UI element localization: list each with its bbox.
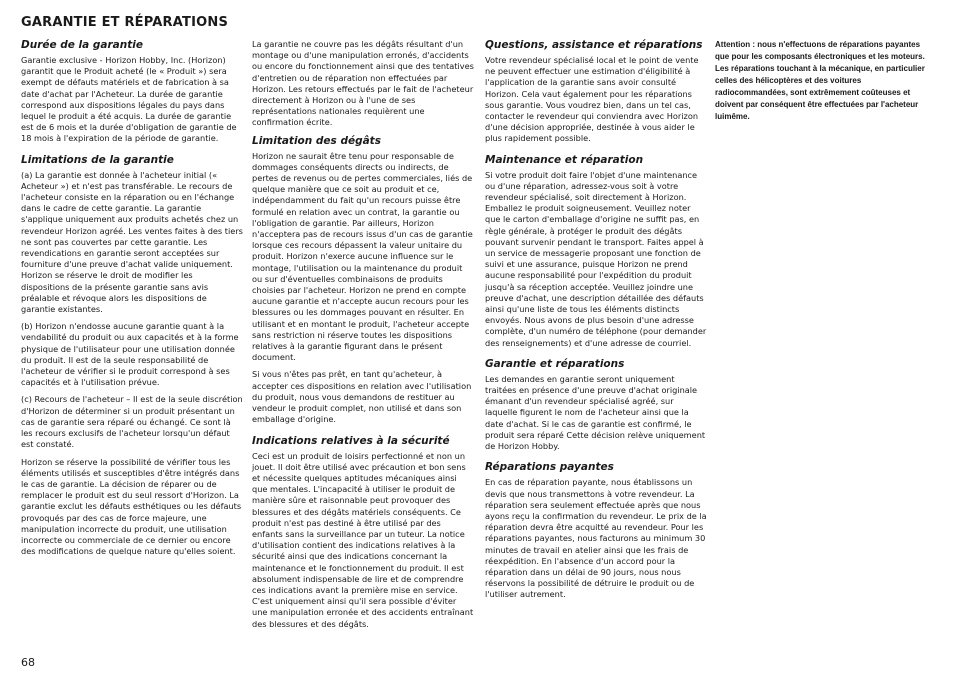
column-3 — [485, 39, 707, 610]
section-maintenance — [485, 154, 707, 349]
section-garantie-reparations — [485, 358, 707, 452]
heading-limitation-degats: Limitation des dégâts — [252, 134, 381, 147]
heading-maintenance: Maintenance et réparation — [485, 153, 644, 166]
page-title: GARANTIE ET RÉPARATIONS — [21, 15, 229, 30]
paragraph-limitations-c: (c) Recours de l'acheteur – Il est de la seule discrétion d'Horizon de déterminer si un produit présentant un cas de garantie sera réparé ou échangé. Ce sont là les recours exclusifs de l'acheteur lorsqu'un défaut est constaté. — [21, 394, 243, 450]
paragraph-maintenance: Si votre produit doit faire l'objet d'une maintenance ou d'une réparation, adressez-vous soit à votre revendeur spécialisé, soit directement à Horizon. Emballez le produit soigneusement. Veuillez noter que le carton d'emballage d'origine ne suffit pas, en règle générale, à protéger le produit des dégâts pouvant survenir pendant le transport. Faites appel à un service de messagerie proposant une fonction de suivi et une assurance, puisque Horizon ne prend aucune responsabilité pour l'expédition du produit jusqu'à sa réception acceptée. Veuillez joindre une preuve d'achat, une description détaillée des défauts ainsi qu'une liste de tous les éléments distincts envoyés. Nous avons de plus besoin d'une adresse complète, d'un numéro de téléphone (pour demander des renseignements) et d'une adresse de courriel. — [485, 169, 707, 348]
page-number: 68 — [21, 656, 35, 669]
heading-garantie-reparations: Garantie et réparations — [485, 357, 625, 370]
paragraph-limitations-d: Horizon se réserve la possibilité de vérifier tous les éléments utilisés et susceptibles d'être intégrés dans le cas de garantie. La décision de réparer ou de remplacer le produit est du seul ressort d'Horizon. La garantie exclut les défauts esthétiques ou les défauts provoqués par des cas de force majeure, une manipulation incorrecte du produit, une utilisation incorrecte ou commerciale de ce dernier ou encore des modifications de quelque nature qu'elles soient. — [21, 456, 242, 557]
heading-limitations-garantie: Limitations de la garantie — [21, 153, 174, 166]
paragraph-limitations-b: (b) Horizon n'endosse aucune garantie quant à la vendabilité du produit ou aux capacités et à la forme physique de l'utilisateur pour une utilisation donnée du produit. Il est de la seule responsabilité de l'acheteur de vérifier si le produit correspond à ses capacités et à l'utilisation prévue. — [21, 321, 239, 388]
section-reparations-payantes — [485, 461, 707, 600]
paragraph-limitations-a: (a) La garantie est donnée à l'acheteur initial (« Acheteur ») et n'est pas transférable. Le recours de l'acheteur consiste en la réparation ou en l'échange dans le cadre de cette garantie. La garantie s'applique uniquement aux produits achetés chez un revendeur Horizon agréé. Les ventes faites à des tiers ne sont pas couvertes par cette garantie. Les revendications en garantie seront acceptées sur fourniture d'une preuve d'achat valide uniquement. Horizon se réserve le droit de modifier les dispositions de la présente garantie sans avis préalable et révoque alors les dispositions de garantie existantes. — [21, 169, 243, 315]
paragraph-duree-garantie: Garantie exclusive - Horizon Hobby, Inc. (Horizon) garantit que le Produit acheté (le « Produit ») sera exempt de défauts matériels et de fabrication à sa date d'achat par l'Acheteur. La durée de garantie correspond aux dispositions légales du pays dans lequel le produit a été acquis. La durée de garantie est de 6 mois et la durée d'obligation de garantie de 18 mois à l'expiration de la période de garantie. — [21, 55, 237, 144]
heading-reparations-payantes: Réparations payantes — [485, 461, 614, 474]
section-limitation-degats — [252, 135, 474, 426]
column-2 — [252, 39, 474, 639]
heading-questions: Questions, assistance et réparations — [485, 39, 703, 51]
heading-securite: Indications relatives à la sécurité — [252, 434, 450, 447]
column-4 — [715, 39, 935, 123]
section-limitations-garantie — [21, 154, 243, 558]
attention-notice: Attention : nous n'effectuons de réparations payantes que pour les composants électroniques et les moteurs. Les réparations touchant à la mécanique, en particulier celles des hélicoptères et des voitures radiocommandées, sont extrêmement coûteuses et doivent par conséquent être effectuées par l'acheteur luimême. — [715, 40, 925, 121]
paragraph-garantie-reparations: Les demandes en garantie seront uniquement traitées en présence d'une preuve d'achat originale émanant d'un revendeur spécialisé agréé, sur laquelle figurent le nom de l'acheteur ainsi que la date d'achat. Si le cas de garantie est confirmé, le produit sera réparé Cette décision relève uniquement de Horizon Hobby. — [485, 373, 706, 452]
section-securite — [252, 435, 474, 630]
paragraph-limitation-degats: Horizon ne saurait être tenu pour responsable de dommages conséquents directs ou indirects, de pertes de revenus ou de pertes commerciales, liés de quelque manière que ce soit au produit et ce, indépendamment du fait qu'un recours puisse être formulé en relation avec un contrat, la garantie ou l'obligation de garantie. Par ailleurs, Horizon n'acceptera pas de recours issus d'un cas de garantie lorsque ces recours dépassent la valeur unitaire du produit. Horizon n'exerce aucune influence sur le montage, l'utilisation ou la maintenance du produit ou sur d'éventuelles combinaisons de produits choisies par l'acheteur. Horizon ne prend en compte aucune garantie et n'accepte aucun recours pour les blessures ou les dommages pouvant en résulter. En utilisant et en montant le produit, l'acheteur accepte sans restriction ni réserve toutes les dispositions relatives à la garantie figurant dans le présent document. — [252, 150, 473, 363]
paragraph-reparations-payantes: En cas de réparation payante, nous établissons un devis que nous transmettons à votre revendeur. La réparation sera seulement effectuée après que nous ayons reçu la confirmation du revendeur. Le prix de la réparation devra être acquitté au revendeur. Pour les réparations payantes, nous facturons au minimum 30 minutes de travail en atelier ainsi que les frais de réexpédition. En l'absence d'un accord pour la réparation dans un délai de 90 jours, nous nous réservons la possibilité de détruire le produit ou de l'utiliser autrement. — [485, 477, 707, 600]
section-duree-garantie — [21, 39, 243, 145]
paragraph-questions: Votre revendeur spécialisé local et le point de vente ne peuvent effectuer une estimation d'éligibilité à l'application de la garantie sans avoir consulté Horizon. Cela vaut également pour les réparations sous garantie. Vous voudrez bien, dans un tel cas, contacter le revendeur qui conviendra avec Horizon d'une décision appropriée, destinée à vous aider le plus rapidement possible. — [485, 55, 699, 144]
column-1 — [21, 39, 243, 566]
paragraph-securite: Ceci est un produit de loisirs perfectionné et non un jouet. Il doit être utilisé avec précaution et bon sens et nécessite quelques aptitudes mécaniques ainsi que mentales. L'incapacité à utiliser le produit de manière sûre et raisonnable peut provoquer des blessures et des dégâts matériels conséquents. Ce produit n'est pas destiné à être utilisé par des enfants sans la surveillance par un tuteur. La notice d'utilisation contient des indications relatives à la sécurité ainsi que des indications concernant la maintenance et le fonctionnement du produit. Il est absolument indispensable de lire et de comprendre ces indications avant la première mise en service. C'est uniquement ainsi qu'il sera possible d'éviter une manipulation erronée et des accidents entraînant des blessures et des dégâts. — [252, 450, 474, 629]
section-questions — [485, 39, 707, 145]
paragraph-exclusions: La garantie ne couvre pas les dégâts résultant d'un montage ou d'une manipulation erronés, d'accidents ou encore du fonctionnement ainsi que des tentatives d'entretien ou de réparation non effectuées par Horizon. Les retours effectués par le fait de l'acheteur directement à Horizon ou à l'une de ses représentations nationales requièrent une confirmation écrite. — [252, 39, 474, 128]
paragraph-restitution: Si vous n'êtes pas prêt, en tant qu'acheteur, à accepter ces dispositions en relation avec l'utilisation du produit, nous vous demandons de restituer au vendeur le produit complet, non utilisé et dans son emballage d'origine. — [252, 369, 472, 425]
heading-duree-garantie: Durée de la garantie — [21, 39, 143, 51]
